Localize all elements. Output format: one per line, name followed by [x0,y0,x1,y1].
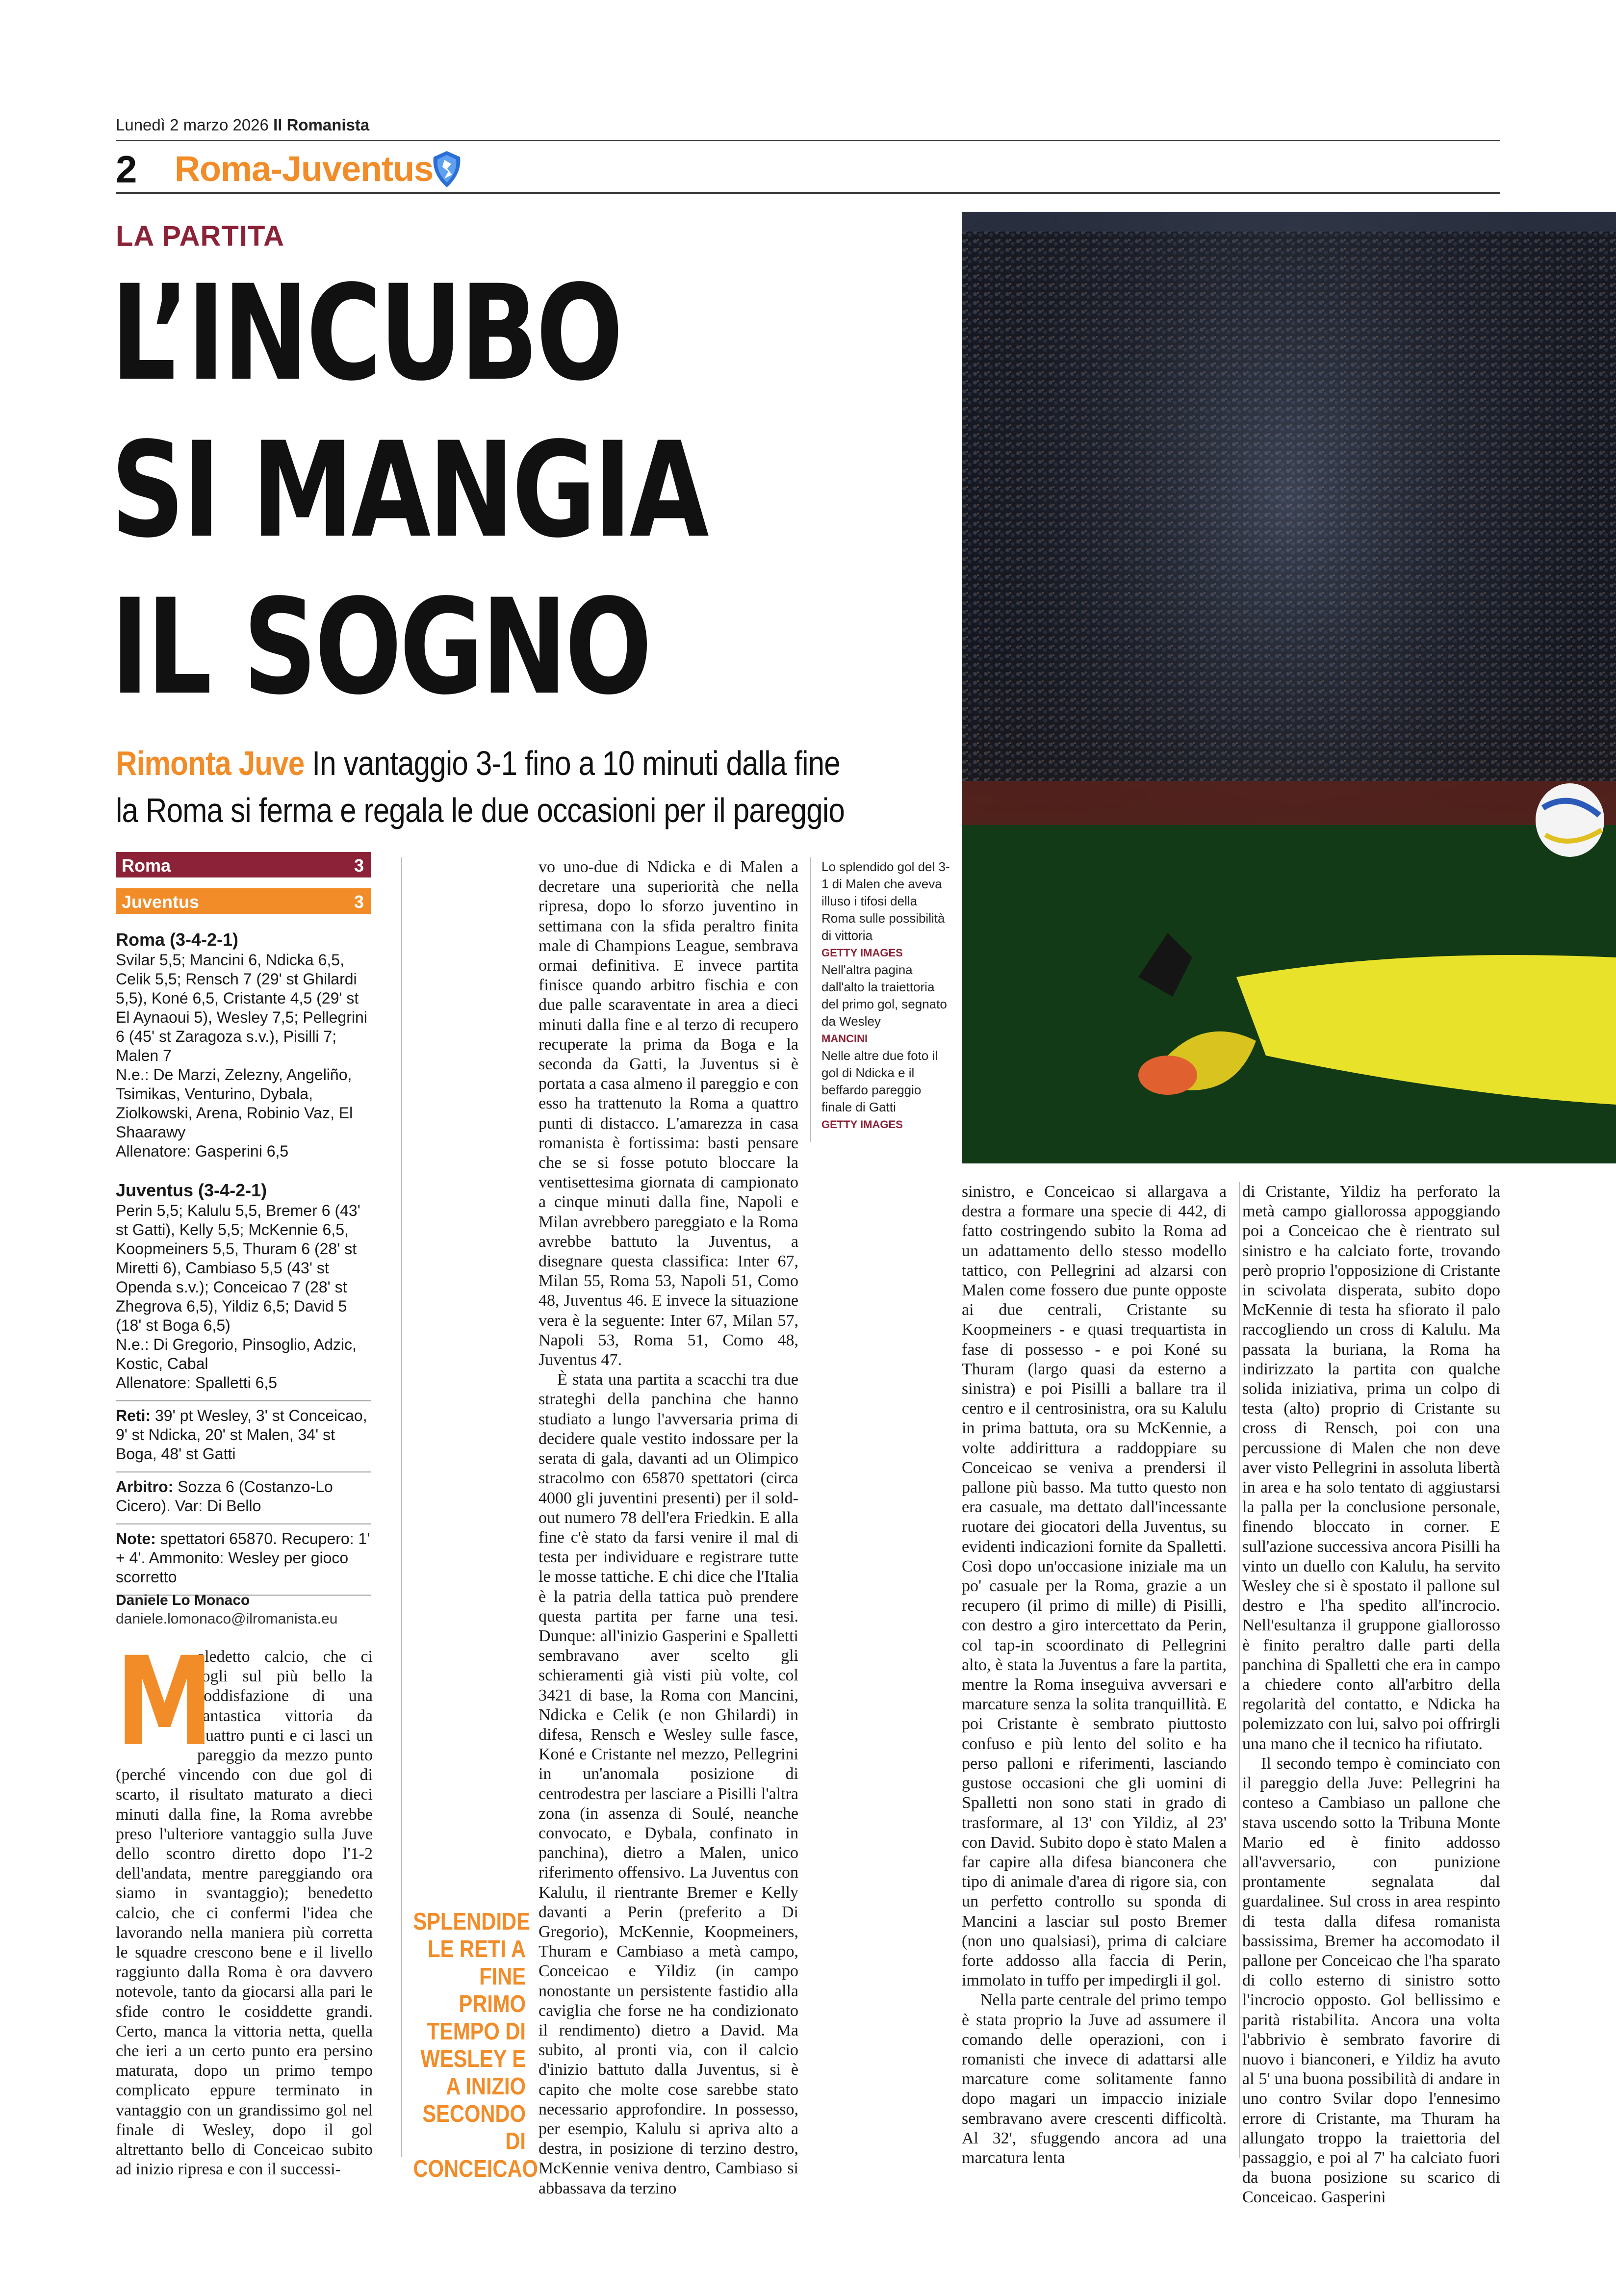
drop-cap: M [116,1630,214,1773]
referee-info [116,1477,371,1516]
paper-name: Il Romanista [273,116,370,134]
subhead-line-2: la Roma si ferma e regala le due occasioni per il pareggio [116,791,845,829]
page-number: 2 [116,148,137,191]
section-title: Roma-Juventus [175,150,434,189]
serie-a-logo-icon [430,150,464,188]
body-column-1 [116,1630,373,2179]
subheadline [116,740,845,834]
juve-formation-title: Juventus (3-4-2-1) [116,1180,267,1200]
body-paragraph: sinistro, e Conceicao si allargava a destra a formare una specie di 442, di fatto costringendo subito la Roma ad un adattamento dello stesso modello tattico, con Pellegrini ad alzarsi con Malen come fossero due punte opposte ai due centrali, Cristante su Koopmeiners - e quasi trequartista in fase di possesso - e poi Koné su Thuram (largo quasi da esterno a sinistra) e poi Pisilli a ballare tra il centro e il centrosinistra, ora su Kalulu in prima battuta, ora su McKennie, a volte addirittura a raddoppiare su Conceicao se veniva a prendersi il pallone più basso. Ma tutto questo non era casuale, ma dettato dall'incessante ruotare dei giocatori della Juventus, su evidenti indicazioni fornite da Spalletti. Così dopo un'occasione iniziale ma un po' casuale per la Roma, grazie a un recupero (il primo di mille) di Pisilli, con destro a giro intercettato da Perin, col tap-in scoordinato di Pellegrini alto, è stata la Juventus a fare la partita, mentre la Roma inseguiva avversari e marcature senza la solita tranquillità. E poi Cristante è sembrato piuttosto confuso e più lento del solito e ha perso palloni e riferimenti, lasciando gustose occasioni che gli uomini di Spalletti non sono stati in grado di trasformare, al 13' con Yildiz, al 23' con David. Subito dopo è stato Malen a far capire alla difesa bianconera che tipo di animale d'area di rigore sia, con un perfetto controllo su sponda di Mancini a lasciar sul posto Bremer (non uno qualsiasi), prima di calciare forte addosso alla faccia di Perin, immolato in tuffo per impedirgli il gol. [962,1183,1227,1990]
subhead-line-1: In vantaggio 3-1 fino a 10 minuti dalla fine [312,744,840,782]
author-email: daniele.lomonaco@ilromanista.eu [116,1611,338,1627]
roma-formation-title: Roma (3-4-2-1) [116,929,239,950]
home-goals: 3 [354,855,364,876]
notes-text: spettatori 65870. Recupero: 1' + 4'. Ammonito: Wesley per gioco scorretto [116,1530,370,1586]
column-separator [401,857,402,2157]
article-kicker: LA PARTITA [116,220,284,252]
roma-bench: N.e.: De Marzi, Zelezny, Angeliño, Tsimikas, Venturino, Dybala, Ziolkowski, Arena, Robinio Vaz, El Shaarawy [116,1066,353,1141]
caption-credit: MANCINI [821,1032,868,1045]
stadium-night-photo [962,212,1616,1163]
body-paragraph: Il secondo tempo è cominciato con il pareggio della Juve: Pellegrini ha conteso a Cambiaso un pallone che stava uscendo sotto la Tribuna Monte Mario ed è finito addosso all'avversario, con punizione prontamente segnalata dal guardalinee. Sul cross in area respinto di testa dalla difesa romanista bassissima, Bremer ha accomodato il pallone per Conceicao che l'ha sparato di collo esterno di sinistro sotto l'incrocio opposto. Gol bellissimo e parità ristabilita. Ancora una volta l'abbrivio è sembrato favorire di nuovo i bianconeri, e Yildiz ha avuto al 5' una buona possibilità di andare in uno contro Svilar dopo l'ennesimo errore di Cristante, ma Thuram ha allungato troppo la traiettoria del passaggio, e poi al 7' ha calciato fuori da buona posizione su scarico di Conceicao. Gasperini [1242,1754,1500,2207]
referee-text: Sozza 6 (Costanzo-Lo Cicero). Var: Di Bello [116,1478,333,1515]
home-team: Roma [122,855,171,876]
body-paragraph: È stata una partita a scacchi tra due strateghi della panchina che hanno studiato a lungo l'avversaria prima di decidere quale vestito indossare per la serata di gala, davanti ad un Olimpico stracolmo con 65870 spettatori (circa 4000 gli juventini presenti) per il sold-out numero 78 dell'era Friedkin. E alla fine c'è stato da farsi venire il mal di testa per individuare e registrare tutte le mosse tattiche. E chi dice che l'Italia è la patria della tattica può prendere questa partita per farne una tesi. Dunque: all'inizio Gasperini e Spalletti sembravano aver scelto gli schieramenti già visti più volte, col 3421 di base, la Roma con Mancini, Ndicka e Celik (e non Ghilardi) in difesa, Rensch e Wesley sulle fasce, Koné e Cristante nel mezzo, Pellegrini in un'anomala posizione di centrodestra per lasciare a Pisilli l'altra zona (in assenza di Soulé, neanche convocato, e Dybala, confinato in panchina), dietro a Malen, unico riferimento offensivo. La Juventus con Kalulu, il rientrante Bremer e Kelly davanti a Perin (preferito a Di Gregorio), McKennie, Koopmeiners, Thuram e Cambiaso a metà campo, Conceicao e Yildiz (in campo nonostante un persistente fastidio alla caviglia che forse ne ha condizionato il rendimento) dietro a David. Ma subito, al pronti via, con il calcio d'inizio battuto dalla Juventus, si è capito che molte cose sarebbe stato necessario approfondire. In possesso, per esempio, Kalulu si apriva alto a destra, in posizione di terzino destro, McKennie veniva dentro, Cambiaso si abbassava da terzino [539,1370,798,2197]
score-row-home [116,852,371,877]
away-goals: 3 [354,892,364,912]
subhead-keyword: Rimonta Juve [116,744,305,782]
body-paragraph: vo uno-due di Ndicka e di Malen a decretare una superiorità che nella ripresa, dopo lo sforzo juventino in settimana con la sfida peraltro finita male di Champions League, sembrava ormai definitiva. E invece partita finisce quando arbitro fischia e con due palle scaraventate in area a dieci minuti dalla fine e al terzo di recupero recuperate la prima da Boga e la seconda da Gatti, la Juventus si è portata a casa almeno il pareggio e con esso ha trattenuto la Roma a quattro punti di distacco. L'amarezza in casa romanista è fortissima: basti pensare che se si fosse potuto bloccare la ventisettesima giornata di campionato a cinque minuti dalla fine, Napoli e Milan avrebbero pareggiato e la Roma avrebbe battuto la Juventus, a disegnare questa classifica: Inter 67, Milan 55, Roma 53, Napoli 51, Como 48, Juventus 46. E invece la situazione vera è la seguente: Inter 67, Milan 57, Napoli 53, Roma 51, Como 48, Juventus 47. [539,858,798,1369]
column-separator [810,857,811,1142]
byline [116,1591,371,1628]
body-paragraph: aledetto calcio, che ci togli sul più bello la soddisfazione di una fantastica vittoria da quattro punti e ci lasci un pareggio da mezzo punto (perché vincendo con due gol di scarto, il risultato maturato a dieci minuti dalla fine, la Roma avrebbe preso l'ulteriore vantaggio sulla Juve dello scontro diretto dopo l'1-2 dell'andata, mentre pareggiando ora siamo in svantaggio); benedetto calcio, che ci confermi l'idea che lavorando nella maniera più corretta le squadre crescono bene e il livello raggiunto dalla Roma è ora davvero notevole, tanto da giocarsi alla pari le sfide contro le cosiddette grandi. Certo, manca la vittoria netta, quella che ieri a un certo punto era persino maturata, dopo un primo tempo complicato eppure terminato in vantaggio con un grandissimo gol nel finale di Wesley, dopo il gol altrettanto bello di Conceicao subito ad inizio ripresa e con il successi- [116,1648,373,2179]
photo-caption [821,858,954,1133]
notes-label: Note: [116,1530,156,1548]
headline-line-3: IL SOGNO [111,571,650,724]
juve-coach: Allenatore: Spalletti 6,5 [116,1374,278,1392]
juve-bench: N.e.: Di Gregorio, Pinsoglio, Adzic, Kostic, Cabal [116,1336,357,1372]
caption-text: Nelle altre due foto il gol di Ndicka e il beffardo pareggio finale di Gatti [821,1048,938,1114]
away-team: Juventus [122,892,200,912]
roma-coach: Allenatore: Gasperini 6,5 [116,1142,289,1160]
divider [116,1523,371,1524]
pull-quote: SPLENDIDE LE RETI A FINE PRIMO TEMPO DI WESLEY E A INIZIO SECONDO DI CONCEICAO [413,1909,539,2182]
date: Lunedì 2 marzo 2026 [116,116,269,134]
caption-text: Nell'altra pagina dall'alto la traiettoria del primo gol, segnato da Wesley [821,962,947,1029]
caption-credit: GETTY IMAGES [821,1118,903,1131]
body-paragraph: Nella parte centrale del primo tempo è stata proprio la Juve ad assumere il comando delle operazioni, con i romanisti che invece di adattarsi alle marcature come solitamente fanno dopo magari un impaccio iniziale sembravano avere crescenti difficoltà. Al 32', sfuggendo ancora ad una marcatura lenta [962,1991,1227,2167]
headline [111,255,761,726]
body-paragraph: di Cristante, Yildiz ha perforato la metà campo giallorossa appoggiando poi a Conceicao che è rientrato sul sinistro e ha calciato forte, trovando però proprio l'opposizione di Cristante in scivolata disperata, subito dopo McKennie di testa ha sfiorato il palo raccogliendo un cross di Kalulu. Ma passata la buriana, la Roma ha indirizzato la partita con qualche solida iniziativa, prima un colpo di testa (alto) proprio di Cristante su cross di Rensch, poi con una percussione di Malen che non deve aver visto Pellegrini in assoluta libertà in area e ha solo tentato di aggiustarsi la palla per la conclusione personale, finendo bloccato in corner. E sull'azione successiva ancora Pisilli ha vinto un duello con Kalulu, ha servito Wesley che si è spostato il pallone sul destro e l'ha spedito all'incrocio. Nell'esultanza il gruppone giallorosso è finito peraltro dalle parti della panchina di Spalletti che era in campo a chiedere conto all'arbitro della regolarità del contatto, e Ndicka ha polemizzato con lui, salvo poi offrirgli una mano che il tecnico ha rifiutato. [1242,1183,1500,1753]
header-rule-top [116,140,1500,141]
referee-label: Arbitro: [116,1478,174,1496]
notes-info [116,1529,371,1587]
caption-credit: GETTY IMAGES [821,947,903,959]
header-rule-bottom [116,192,1500,194]
match-photo [962,212,1616,1163]
body-column-2 [539,857,798,2198]
column-separator [1239,1182,1240,2158]
divider [116,1400,371,1401]
score-row-away [116,888,371,914]
body-column-3 [962,1182,1227,2168]
author-name: Daniele Lo Monaco [116,1592,250,1608]
match-report-box [116,922,371,1600]
dateline [116,116,369,134]
juve-lineup: Perin 5,5; Kalulu 5,5, Bremer 6 (43' st Gatti), Kelly 5,5; McKennie 6,5, Koopmeiners 5,5, Thuram 6 (28' st Miretti 6), Cambiaso 5,5 (43' st Openda s.v.); Conceicao 7 (28' st Zhegrova 6,5), Yildiz 6,5; David 5 (18' st Boga 6,5) [116,1202,360,1334]
roma-lineup: Svilar 5,5; Mancini 6, Ndicka 6,5, Celik 5,5; Rensch 7 (29' st Ghilardi 5,5), Koné 6,5, Cristante 4,5 (29' st El Aynaoui 5), Wesley 7,5; Pellegrini 6 (45' st Zaragoza s.v.), Pisilli 7; Malen 7 [116,951,367,1064]
headline-line-1: L’INCUBO [111,257,621,410]
goals-info [116,1406,371,1464]
goals-label: Reti: [116,1407,151,1424]
caption-text: Lo splendido gol del 3-1 di Malen che aveva illuso i tifosi della Roma sulle possibilità di vittoria [821,859,950,943]
body-column-4 [1242,1182,1500,2208]
goals-text: 39' pt Wesley, 3' st Conceicao, 9' st Ndicka, 20' st Malen, 34' st Boga, 48' st Gatti [116,1407,367,1463]
headline-line-2: SI MANGIA [111,414,707,567]
divider [116,1471,371,1472]
